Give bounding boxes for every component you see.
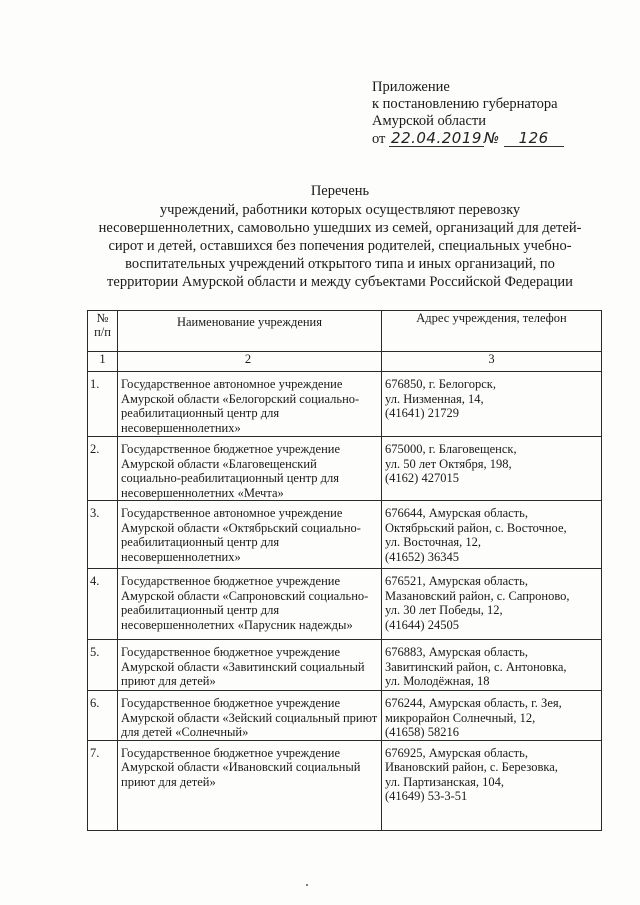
header-address: Адрес учреждения, телефон — [382, 311, 602, 352]
heading-line-3: сирот и детей, оставшихся без попечения родителей, специальных учебно- — [108, 238, 572, 254]
institution-name-line: Амурской области «Благовещенский — [121, 456, 317, 471]
institution-address — [382, 437, 602, 501]
institution-address-line: (41658) 58216 — [385, 725, 459, 739]
institution-address-line: ул. 30 лет Победы, 12, — [385, 603, 503, 617]
institution-name-line: Амурской области «Сапроновский социально- — [121, 588, 369, 603]
institution-name-line: Государственное бюджетное учреждение — [121, 745, 341, 760]
institution-name — [118, 691, 382, 741]
row-number: 4. — [88, 569, 118, 640]
institution-address-line: (4162) 427015 — [385, 471, 459, 485]
institution-name-line: Государственное бюджетное учреждение — [121, 442, 341, 456]
institution-address — [382, 501, 602, 569]
heading-line-1: учреждений, работники которых осуществляют перевозку — [159, 202, 521, 218]
institution-name-line: Государственное бюджетное учреждение — [121, 696, 341, 710]
table-row — [88, 740, 602, 830]
institution-name-line: несовершеннолетних» — [121, 549, 241, 564]
institution-address-line: (41644) 24505 — [385, 617, 459, 632]
row-number: 2. — [88, 437, 118, 501]
list-heading — [80, 182, 600, 291]
institution-address-line: Октябрьский район, с. Восточное, — [385, 520, 567, 535]
institution-address-line: 675000, г. Благовещенск, — [385, 442, 517, 456]
institution-name-line: реабилитационный центр для — [121, 406, 280, 420]
number-prefix: № — [483, 129, 501, 147]
institution-address-line: (41652) 36345 — [385, 549, 459, 564]
institution-address-line: (41649) 53-3-51 — [385, 789, 468, 803]
institution-address-line: 676883, Амурская область, — [385, 645, 528, 659]
institution-name-line: Государственное автономное учреждение — [121, 506, 343, 520]
header-name: Наименование учреждения — [118, 311, 382, 352]
appendix-date-row — [372, 130, 564, 148]
column-number-3: 3 — [382, 352, 602, 372]
appendix-line-3: Амурской области — [372, 113, 486, 129]
institution-name — [118, 640, 382, 691]
institution-name-line: Государственное бюджетное учреждение — [121, 574, 341, 588]
institution-address-line: 676521, Амурская область, — [385, 574, 528, 588]
institution-address-line: Завитинский район, с. Антоновка, — [385, 659, 567, 674]
institution-address-line: микрорайон Солнечный, 12, — [385, 710, 536, 725]
institution-address-line: 676244, Амурская область, г. Зея, — [385, 696, 562, 710]
institution-name-line: несовершеннолетних» — [121, 420, 241, 435]
appendix-block — [372, 79, 564, 148]
institution-address-line: (41641) 21729 — [385, 406, 459, 420]
handwritten-date: 22.04.2019 — [391, 129, 482, 147]
institution-name-line: Государственное автономное учреждение — [121, 377, 343, 391]
column-numbers-row — [88, 352, 602, 372]
scan-speck — [306, 884, 308, 886]
institution-name — [118, 372, 382, 437]
appendix-line-2: к постановлению губернатора — [372, 96, 558, 112]
institution-name-line: Государственное бюджетное учреждение — [121, 645, 341, 659]
row-number: 1. — [88, 372, 118, 437]
handwritten-number: 126 — [504, 131, 564, 147]
institution-address — [382, 691, 602, 741]
institution-name-line: приют для детей» — [121, 674, 216, 688]
column-number-2: 2 — [118, 352, 382, 372]
institution-name-line: несовершеннолетних «Парусник надежды» — [121, 617, 353, 632]
institution-address-line: ул. Низменная, 14, — [385, 391, 484, 406]
table-row — [88, 437, 602, 501]
heading-line-4: воспитательных учреждений открытого типа и иных организаций, по — [125, 256, 555, 272]
table-header-row — [88, 311, 602, 352]
institution-name-line: социально-реабилитационный центр для — [121, 471, 339, 485]
row-number: 7. — [88, 740, 118, 830]
institution-name — [118, 740, 382, 830]
institution-name-line: Амурской области «Завитинский социальный — [121, 659, 365, 674]
institution-address — [382, 372, 602, 437]
institution-name-line: Амурской области «Октябрьский социально- — [121, 520, 361, 535]
institution-name-line: Амурской области «Зейский социальный приют — [121, 710, 378, 725]
institution-name-line: несовершеннолетних «Мечта» — [121, 485, 284, 500]
institution-address-line: 676925, Амурская область, — [385, 745, 528, 760]
row-number: 6. — [88, 691, 118, 741]
institution-address-line: ул. Молодёжная, 18 — [385, 674, 490, 688]
header-num: № п/п — [88, 311, 118, 352]
institution-address — [382, 569, 602, 640]
institution-name — [118, 501, 382, 569]
heading-line-5: территории Амурской области и между субъектами Российской Федерации — [107, 274, 573, 290]
table-row — [88, 640, 602, 691]
date-prefix: от — [372, 131, 386, 147]
institution-name-line: приют для детей» — [121, 774, 216, 789]
table-row — [88, 569, 602, 640]
institution-address-line: Мазановский район, с. Сапроново, — [385, 588, 570, 603]
institution-address-line: ул. Восточная, 12, — [385, 535, 482, 549]
appendix-line-1: Приложение — [372, 79, 450, 95]
institution-name — [118, 569, 382, 640]
table-body — [88, 372, 602, 831]
institution-name-line: Амурской области «Белогорский социально- — [121, 391, 360, 406]
table-row — [88, 501, 602, 569]
heading-line-2: несовершеннолетних, самовольно ушедших из семей, организаций для детей- — [98, 220, 582, 236]
table-row — [88, 372, 602, 437]
institution-address-line: Ивановский район, с. Березовка, — [385, 760, 558, 774]
institution-address-line: ул. Партизанская, 104, — [385, 774, 505, 789]
institution-address-line: 676850, г. Белогорск, — [385, 377, 496, 391]
institution-name-line: реабилитационный центр для — [121, 535, 280, 549]
institution-address — [382, 640, 602, 691]
row-number: 3. — [88, 501, 118, 569]
institution-name-line: Амурской области «Ивановский социальный — [121, 760, 361, 774]
heading-title: Перечень — [310, 183, 370, 199]
institutions-table — [87, 310, 602, 831]
institution-name — [118, 437, 382, 501]
institution-name-line: для детей «Солнечный» — [121, 725, 249, 739]
row-number: 5. — [88, 640, 118, 691]
institution-address-line: 676644, Амурская область, — [385, 506, 528, 520]
institution-address — [382, 740, 602, 830]
column-number-1: 1 — [88, 352, 118, 372]
institution-address-line: ул. 50 лет Октября, 198, — [385, 456, 512, 471]
institution-name-line: реабилитационный центр для — [121, 603, 280, 617]
table-row — [88, 691, 602, 741]
